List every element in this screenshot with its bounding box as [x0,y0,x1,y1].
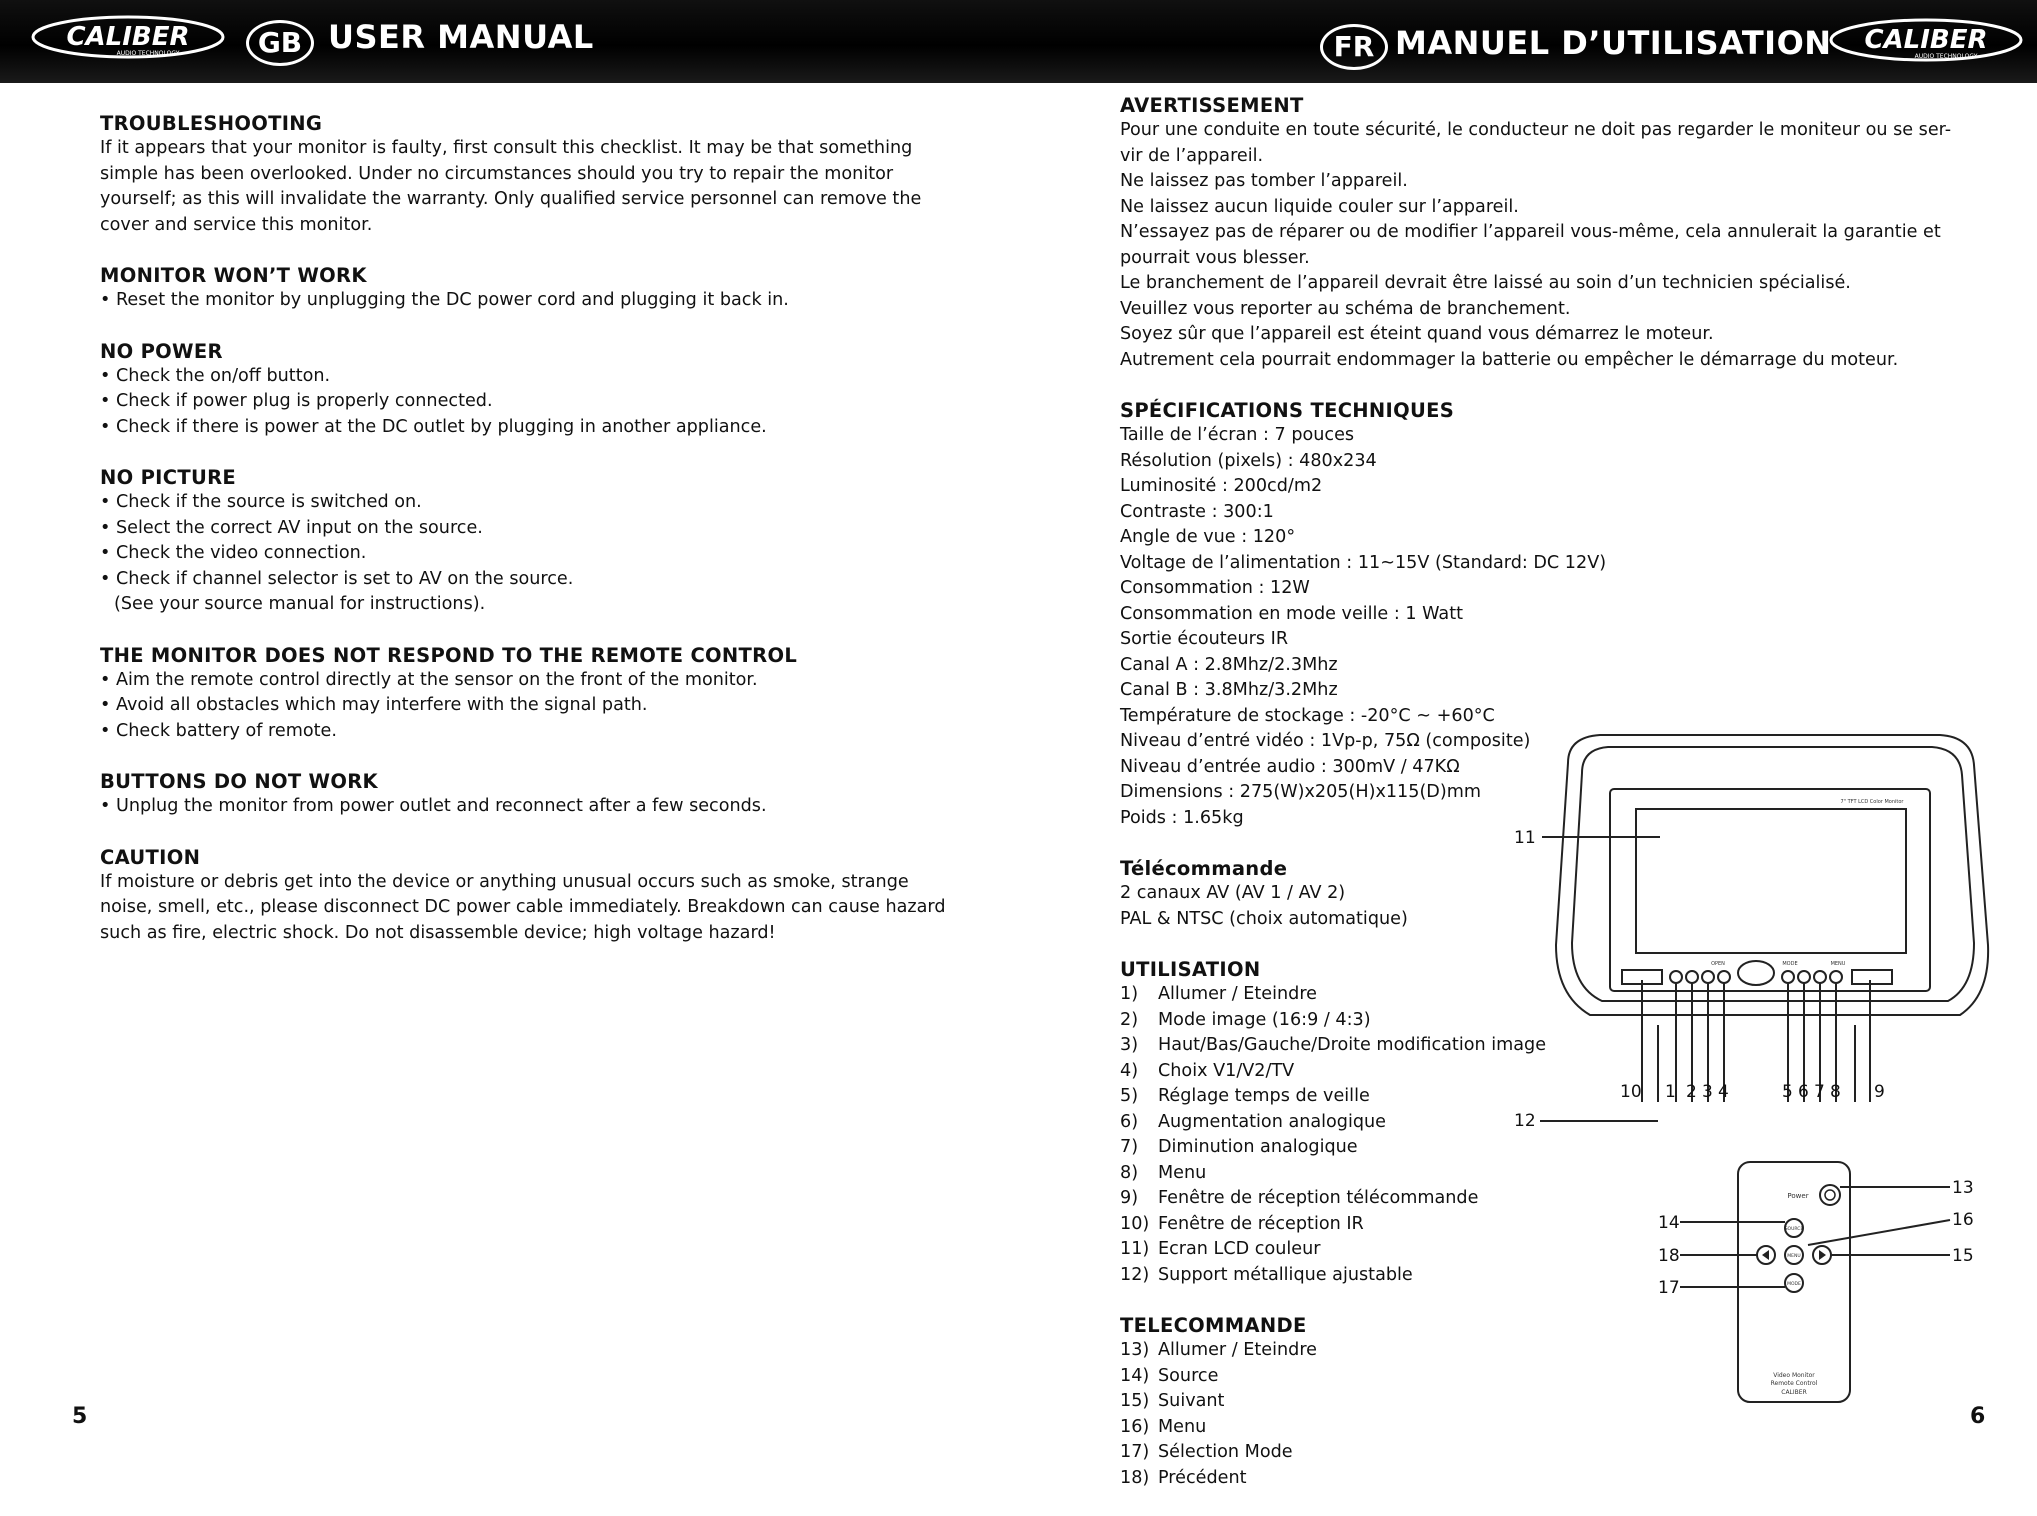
body-line: N’essayez pas de réparer ou de modifier l’appareil vous-même, cela annulerait la garantie et [1120,222,1941,242]
button-tag-mode: MODE [1782,961,1798,967]
remote-caption-3: CALIBER [1781,1389,1807,1396]
body-line: Voltage de l’alimentation : 11~15V (Standard: DC 12V) [1120,552,1607,573]
list-item-number: 11) [1120,1239,1150,1259]
body-line: • Avoid all obstacles which may interfere with the signal path. [100,695,648,715]
remote-power-label: Power [1787,1192,1809,1200]
section-title: BUTTONS DO NOT WORK [100,770,378,793]
troubleshooting-section [100,643,960,745]
headrest-outline [1556,735,1988,1015]
list-item-text: Fenêtre de réception télécommande [1158,1188,1479,1208]
label-13: 13 [1952,1178,1974,1198]
section-title: TELECOMMANDE [1120,1314,1307,1337]
button-tag-menu: MENU [1830,961,1846,967]
body-line: PAL & NTSC (choix automatique) [1120,908,1408,929]
body-line: 2 canaux AV (AV 1 / AV 2) [1120,883,1346,903]
body-line: Veuillez vous reporter au schéma de branchement. [1120,298,1571,319]
body-line: yourself; as this will invalidate the warranty. Only qualified service personnel can remove the [100,189,922,209]
label-6: 6 [1798,1082,1809,1102]
troubleshooting-section [100,111,960,238]
label-5: 5 [1782,1082,1793,1102]
list-item-number: 3) [1120,1035,1139,1055]
monitor-button-7 [1814,971,1826,983]
page-number-right: 6 [1970,1404,1986,1429]
monitor-button-8 [1830,971,1842,983]
monitor-button-1 [1670,971,1682,983]
avertissement-section [1120,93,1980,373]
remote-power-button [1820,1185,1840,1205]
ir-window-right [1852,970,1892,984]
troubleshooting-section [100,769,960,820]
list-item-text: Menu [1158,1162,1207,1183]
power-icon [1825,1190,1835,1200]
troubleshooting-section [100,845,960,947]
body-line: Pour une conduite en toute sécurité, le conducteur ne doit pas regarder le moniteur ou se ser- [1120,120,1952,140]
remote-caption-2: Remote Control [1770,1380,1818,1387]
list-item-text: Haut/Bas/Gauche/Droite modification image [1158,1035,1547,1055]
remote-menu-label: MENU [1787,1254,1801,1259]
list-item-number: 8) [1120,1162,1139,1183]
list-item-number: 18) [1120,1467,1150,1488]
label-14: 14 [1658,1213,1680,1233]
monitor-frame [1610,789,1930,991]
section-title: Télécommande [1120,857,1288,880]
body-line: Poids : 1.65kg [1120,807,1244,828]
body-line: Le branchement de l’appareil devrait être laissé au soin d’un technicien spécialisé. [1120,273,1851,293]
body-line: Niveau d’entré vidéo : 1Vp-p, 75Ω (composite) [1120,731,1531,751]
body-line: If it appears that your monitor is faulty, first consult this checklist. It may be that something [100,138,913,158]
svg-text:CALIBER: CALIBER [66,22,190,52]
next-arrow-icon [1819,1250,1826,1260]
body-line: • Check if channel selector is set to AV on the source. [100,568,574,589]
body-line: If moisture or debris get into the device or anything unusual occurs such as smoke, strange [100,871,909,892]
label-9: 9 [1874,1082,1885,1102]
list-item [1120,1440,1980,1466]
body-line: Luminosité : 200cd/m2 [1120,476,1323,496]
user-manual-title: USER MANUAL [328,18,594,56]
list-item-number: 7) [1120,1137,1139,1157]
page-number-left: 5 [72,1404,88,1429]
body-line: • Check if the source is switched on. [100,492,422,512]
troubleshooting-section [100,465,960,618]
section-title: UTILISATION [1120,958,1261,981]
list-item-number: 12) [1120,1264,1150,1285]
list-item-text: Allumer / Eteindre [1158,984,1317,1004]
list-item-text: Menu [1158,1416,1207,1437]
section-title: THE MONITOR DOES NOT RESPOND TO THE REMOTE CONTROL [100,643,798,667]
body-line: cover and service this monitor. [100,214,373,235]
list-item-text: Allumer / Eteindre [1158,1340,1317,1360]
label-17: 17 [1658,1278,1680,1298]
monitor-button-4 [1718,971,1730,983]
center-knob [1738,961,1774,985]
body-line: Soyez sûr que l’appareil est éteint quand vous démarrez le moteur. [1120,324,1714,344]
body-line: noise, smell, etc., please disconnect DC power cable immediately. Breakdown can cause hazard [100,897,946,917]
list-item [1120,1466,1980,1492]
list-item-number: 16) [1120,1416,1150,1437]
list-item-text: Mode image (16:9 / 4:3) [1158,1009,1371,1030]
body-line: • Check battery of remote. [100,720,337,741]
body-line: Autrement cela pourrait endommager la batterie ou empêcher le démarrage du moteur. [1120,349,1899,370]
section-title: AVERTISSEMENT [1120,94,1304,117]
section-title: NO PICTURE [100,466,237,489]
list-item-text: Diminution analogique [1158,1137,1358,1157]
body-line: • Select the correct AV input on the source. [100,517,483,538]
list-item-text: Support métallique ajustable [1158,1264,1413,1285]
body-line: Dimensions : 275(W)x205(H)x115(D)mm [1120,782,1481,802]
list-item-text: Ecran LCD couleur [1158,1239,1321,1259]
label-7: 7 [1814,1082,1825,1102]
list-item-text: Fenêtre de réception IR [1158,1213,1364,1234]
label-11: 11 [1514,828,1536,848]
monitor-button-3 [1702,971,1714,983]
label-10: 10 [1620,1082,1642,1102]
body-line: Consommation : 12W [1120,578,1310,598]
label-4: 4 [1718,1082,1729,1102]
list-item-number: 17) [1120,1442,1150,1462]
monitor-button-5 [1782,971,1794,983]
label-3: 3 [1702,1082,1713,1102]
list-item-number: 6) [1120,1111,1139,1132]
caliber-logo-right [1828,17,2024,63]
body-line: • Check the on/off button. [100,365,331,386]
remote-caption-1: Video Monitor [1773,1372,1815,1379]
list-item-number: 1) [1120,984,1139,1004]
body-line: Consommation en mode veille : 1 Watt [1120,603,1464,624]
list-item-number: 14) [1120,1365,1150,1386]
list-item-text: Précédent [1158,1467,1247,1488]
monitor-remote-diagram [1490,725,2037,1425]
body-line: Contraste : 300:1 [1120,501,1274,522]
body-line: Sortie écouteurs IR [1120,629,1289,649]
list-item-number: 13) [1120,1340,1150,1360]
monitor-tag: 7" TFT LCD Color Monitor [1840,799,1904,805]
body-line: • Aim the remote control directly at the sensor on the front of the monitor. [100,669,758,690]
remote-source-label: SOURCE [1784,1227,1804,1232]
section-title: NO POWER [100,339,223,363]
list-item-text: Source [1158,1365,1219,1386]
gb-language-badge: GB [246,20,314,66]
fr-language-badge: FR [1320,24,1388,70]
label-1: 1 [1665,1082,1676,1102]
list-item-number: 10) [1120,1213,1150,1234]
list-item-text: Suivant [1158,1391,1225,1411]
lcd-screen [1636,809,1906,953]
troubleshooting-section [100,263,960,314]
body-line: Taille de l’écran : 7 pouces [1120,425,1355,445]
label-16: 16 [1952,1210,1974,1230]
list-item-number: 5) [1120,1086,1139,1106]
body-line: • Check if power plug is properly connected. [100,391,493,411]
section-title: MONITOR WON’T WORK [100,264,367,287]
body-line: Angle de vue : 120° [1120,527,1296,547]
page-header [0,0,2037,83]
list-item-number: 15) [1120,1391,1150,1411]
caliber-logo-left [30,14,226,60]
list-item-number: 9) [1120,1188,1139,1208]
body-line: Température de stockage : -20°C ~ +60°C [1120,705,1495,726]
label-15: 15 [1952,1246,1974,1266]
body-line: simple has been overlooked. Under no circumstances should you try to repair the monitor [100,163,894,184]
list-item-text: Sélection Mode [1158,1442,1293,1462]
label-8: 8 [1830,1082,1841,1102]
label-18: 18 [1658,1246,1680,1266]
body-line: Ne laissez pas tomber l’appareil. [1120,171,1408,191]
body-line: Canal A : 2.8Mhz/2.3Mhz [1120,654,1338,675]
svg-text:CALIBER: CALIBER [1864,25,1988,55]
headrest-inner [1572,747,1974,1001]
body-line: vir de l’appareil. [1120,145,1264,166]
body-line: Ne laissez aucun liquide couler sur l’appareil. [1120,196,1519,217]
list-item-text: Réglage temps de veille [1158,1086,1370,1106]
section-title: TROUBLESHOOTING [100,112,323,135]
button-tag-open: OPEN [1711,961,1725,967]
body-line: Niveau d’entrée audio : 300mV / 47KΩ [1120,756,1460,777]
body-line: • Unplug the monitor from power outlet and reconnect after a few seconds. [100,796,767,816]
body-line: Résolution (pixels) : 480x234 [1120,450,1377,471]
troubleshooting-section [100,339,960,441]
prev-arrow-icon [1762,1250,1769,1260]
list-item-text: Choix V1/V2/TV [1158,1060,1295,1081]
list-item-number: 4) [1120,1060,1139,1081]
body-line: pourrait vous blesser. [1120,247,1310,268]
remote-mode-label: MODE [1787,1282,1801,1287]
svg-text:AUDIO TECHNOLOGY: AUDIO TECHNOLOGY [116,50,180,57]
section-title: SPÉCIFICATIONS TECHNIQUES [1120,399,1455,422]
body-line: • Check the video connection. [100,543,367,563]
label-2: 2 [1686,1082,1697,1102]
list-item-number: 2) [1120,1009,1139,1030]
monitor-button-2 [1686,971,1698,983]
body-line: • Check if there is power at the DC outlet by plugging in another appliance. [100,416,767,437]
monitor-button-6 [1798,971,1810,983]
body-line: • Reset the monitor by unplugging the DC power cord and plugging it back in. [100,290,789,310]
manuel-utilisation-title: MANUEL D’UTILISATION [1395,24,1832,62]
label-12: 12 [1514,1111,1536,1131]
body-line: such as fire, electric shock. Do not disassemble device; high voltage hazard! [100,922,776,943]
body-line: (See your source manual for instructions). [114,594,486,614]
section-title: CAUTION [100,845,201,869]
body-line: Canal B : 3.8Mhz/3.2Mhz [1120,680,1338,700]
list-item-text: Augmentation analogique [1158,1111,1387,1132]
troubleshooting-column [100,111,960,971]
svg-text:AUDIO TECHNOLOGY: AUDIO TECHNOLOGY [1914,53,1978,60]
